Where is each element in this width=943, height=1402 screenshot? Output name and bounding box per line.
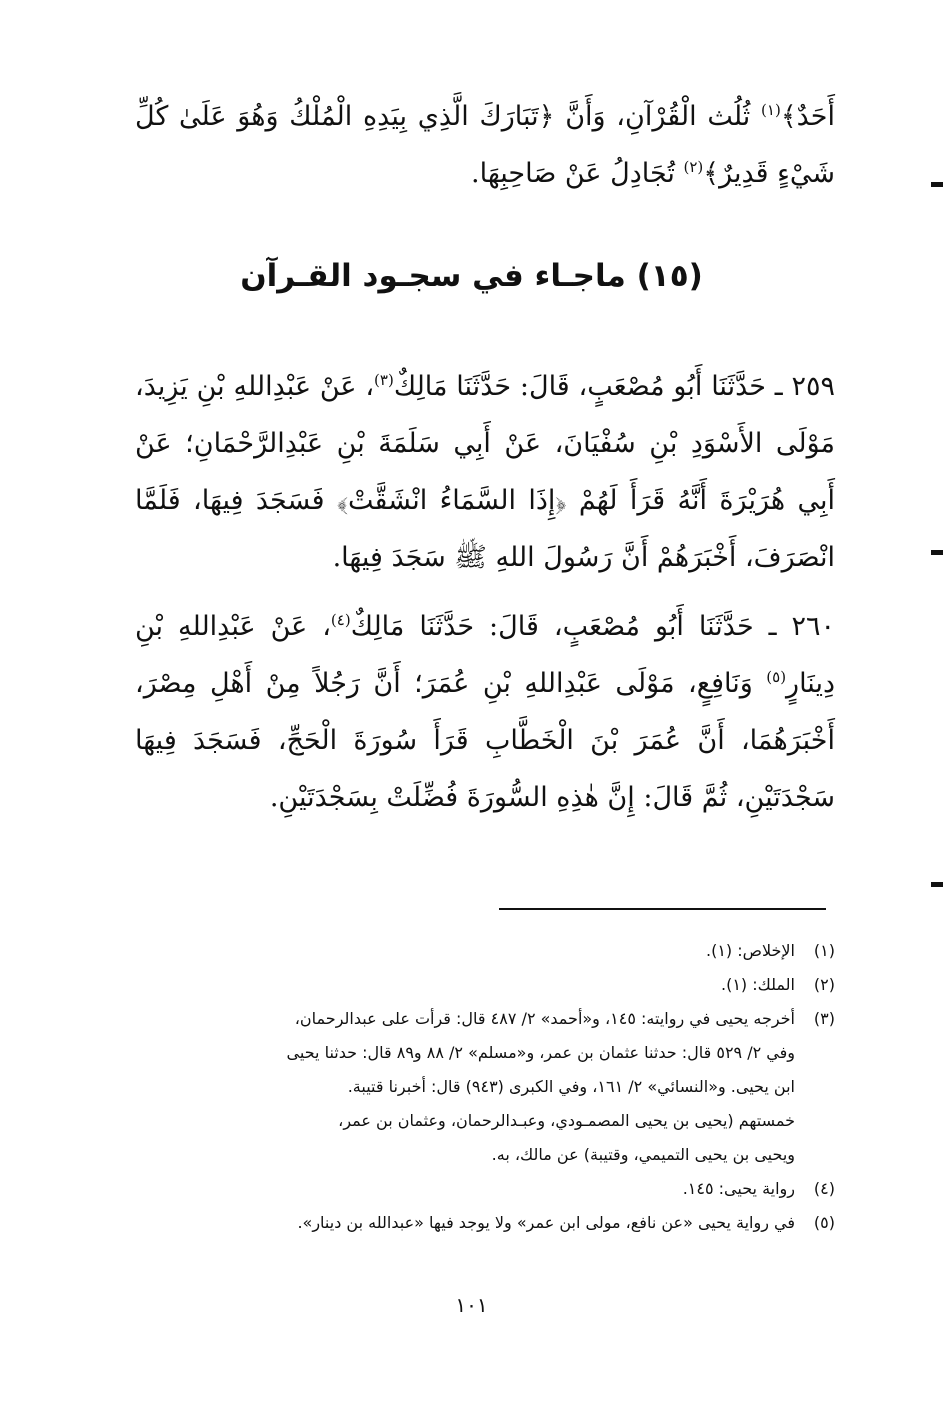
footnote-divider — [499, 908, 826, 910]
footnote-number: (١) — [813, 941, 835, 960]
page-number: ١٠١ — [455, 1293, 488, 1317]
intro-line2-rest: تُجَادِلُ عَنْ صَاحِبِهَا. — [471, 158, 684, 189]
footnote-number: (٣) — [813, 1009, 835, 1028]
footnote-line: ابن يحيى. و«النسائي» ٢/ ١٦١، وفي الكبرى (٩٤٣) قال: أخبرنا قتيبة. — [347, 1077, 795, 1096]
footnote-2 — [135, 968, 835, 1002]
footnote-ref-4: (٤) — [330, 611, 351, 629]
footnote-line: الإخلاص: (١). — [706, 941, 795, 960]
hadith-260 — [135, 598, 835, 826]
intro-text — [135, 88, 835, 202]
footnote-3-continuation — [135, 1104, 835, 1172]
footnote-body — [135, 934, 795, 968]
scan-edge-mark — [931, 182, 943, 187]
footnote-body — [135, 968, 795, 1002]
footnote-line: الملك: (١). — [721, 975, 795, 994]
footnote-body — [135, 1206, 795, 1240]
scan-edge-mark — [931, 882, 943, 887]
footnote-line: في رواية يحيى «عن نافع، مولى ابن عمر» ولا يوجد فيها «عبدالله بن دينار». — [297, 1213, 795, 1232]
hadith-260-part3: وَنَافِعٍ، مَوْلَى عَبْدِاللهِ بْنِ عُمَرَ؛ أَنَّ رَجُلاً مِنْ أَهْلِ مِصْرَ، أَخْبَرَهُمَا، أَنَّ عُمَرَ بْنَ الْخَطَّابِ قَرَأَ سُورَةَ الْحَجِّ، فَسَجَدَ فِيهَا سَجْدَتَيْنِ، ثُمَّ قَالَ: إِنَّ هٰذِهِ السُّورَةَ فُضِّلَتْ بِسَجْدَتَيْنِ. — [135, 668, 835, 813]
hadith-259-part1: ٢٥٩ ـ حَدَّثَنَا أَبُو مُصْعَبٍ، قَالَ: حَدَّثَنَا مَالِكٌ — [393, 371, 835, 402]
hadith-259-part2: ، عَنْ عَبْدِاللهِ بْنِ يَزِيدَ، مَوْلَى الأَسْوَدِ بْنِ سُفْيَانَ، عَنْ أَبِي سَلَمَةَ بْنِ عَبْدِالرَّحْمَانِ؛ عَنْ أَبِي هُرَيْرَةَ أَنَّهُ قَرَأَ لَهُمْ ﴿إِذَا السَّمَاءُ انْشَقَّتْ﴾ فَسَجَدَ فِيهَا، فَلَمَّا انْصَرَفَ، أَخْبَرَهُمْ أَنَّ رَسُولَ اللهِ ﷺ سَجَدَ فِيهَا. — [135, 371, 835, 573]
chapter-heading: (١٥) ماجـاء في سجـود القـرآن — [240, 258, 703, 294]
footnote-line: خمستهم (يحيى بن يحيى المصمـودي، وعبـدالرحمان، وعثمان بن عمر، — [338, 1111, 795, 1130]
footnote-number: (٢) — [813, 975, 835, 994]
footnote-number: (٤) — [813, 1179, 835, 1198]
scan-edge-mark — [931, 550, 943, 555]
footnote-ref-3: (٣) — [374, 371, 394, 389]
hadith-259 — [135, 358, 835, 586]
intro-line1-rest: ثُلُث الْقُرْآنِ، وَأَنَّ ﴿تَبَارَكَ الَّذِي بِيَدِهِ الْمُلْكُ وَهُوَ عَلَىٰ كُلِّ شَيْءٍ — [135, 101, 835, 189]
footnote-line: وفي ٢/ ٥٢٩ قال: حدثنا عثمان بن عمر، و«مسلم» ٢/ ٨٨ و٨٩ قال: حدثنا يحيى — [286, 1043, 795, 1062]
hadith-259-text — [135, 358, 835, 586]
intro-line2: قَدِيرٌ﴾ — [703, 158, 769, 189]
hadith-260-text — [135, 598, 835, 826]
footnote-line: أخرجه يحيى في روايته: ١٤٥، و«أحمد» ٢/ ٤٨٧ قال: قرأت على عبدالرحمان، — [294, 1009, 795, 1028]
footnote-ref-1: (١) — [761, 101, 781, 119]
footnote-number: (٥) — [813, 1213, 835, 1232]
hadith-260-part1: ٢٦٠ ـ حَدَّثَنَا أَبُو مُصْعَبٍ، قَالَ: حَدَّثَنَا مَالِكٌ — [350, 611, 835, 642]
footnote-1 — [135, 934, 835, 968]
intro-paragraph — [135, 88, 835, 202]
footnote-line: ويحيى بن يحيى التميمي، وقتيبة) عن مالك، به. — [491, 1145, 795, 1164]
footnote-5 — [135, 1206, 835, 1240]
footnote-line: رواية يحيى: ١٤٥. — [682, 1179, 795, 1198]
intro-line1: أَحَدٌ﴾ — [780, 101, 835, 132]
footnote-4 — [135, 1172, 835, 1206]
hadith-260-part2: ، عَنْ عَبْدِاللهِ بْنِ دِينَارٍ — [135, 611, 835, 699]
footnote-ref-2: (٢) — [683, 158, 704, 176]
footnote-ref-5: (٥) — [766, 668, 787, 686]
footnote-body — [135, 1172, 795, 1206]
footnote-3 — [135, 1002, 835, 1104]
footnotes — [135, 934, 835, 1240]
footnote-body — [135, 1002, 795, 1104]
